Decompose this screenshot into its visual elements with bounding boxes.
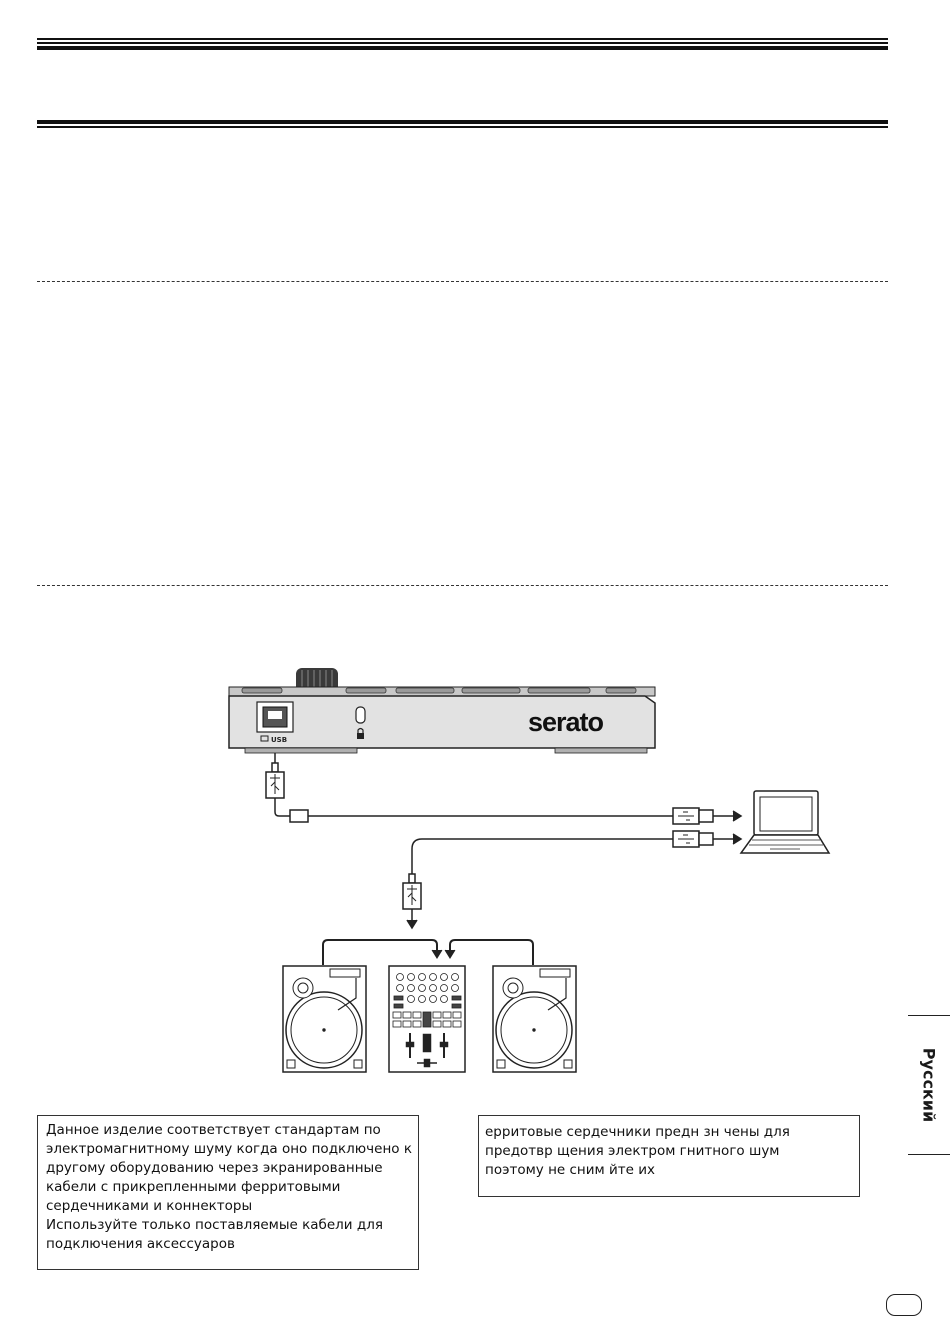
- language-tab: [908, 1015, 950, 1155]
- usb-port-label: USB: [271, 736, 288, 744]
- ferrite-note-box: [478, 1115, 860, 1197]
- turntable-left: [283, 966, 366, 1072]
- language-label: Русский: [919, 1047, 939, 1123]
- audio-cables: [323, 940, 533, 965]
- page-number-badge: [886, 1294, 922, 1316]
- usb-cable-mixer: [403, 831, 741, 928]
- laptop: [741, 791, 829, 853]
- ferrite-note-text: ерритовые сердечники предн зн чены для предотвр щения электром гнитного шум поэтому не сним йте их: [485, 1124, 790, 1178]
- emc-note-box: [37, 1115, 419, 1270]
- emc-note-text: Данное изделие соответствует стандартам по электромагнитному шуму когда оно подключено к другому оборудованию через экранированные кабели с прикрепленными ферритовыми сердечниками и коннекторы Используйте только поставляемые кабели для подключения аксессуаров: [46, 1122, 412, 1252]
- controller-rear-panel: [229, 668, 655, 753]
- mixer: [389, 966, 465, 1072]
- serato-logo: serato: [528, 707, 604, 737]
- usb-cable-controller: [266, 753, 741, 824]
- turntable-right: [493, 966, 576, 1072]
